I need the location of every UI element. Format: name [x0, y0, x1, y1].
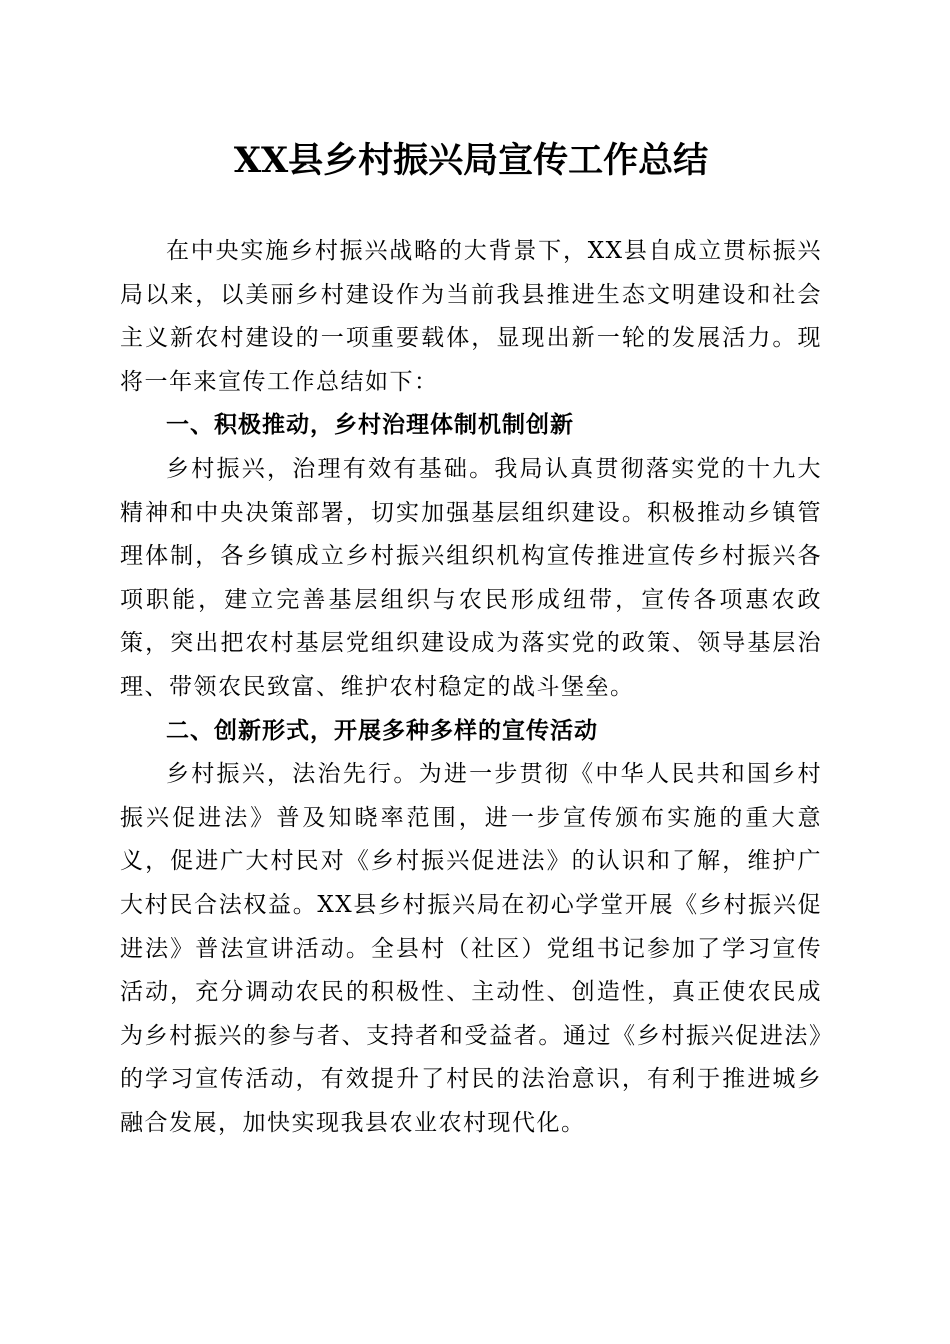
document-title: XX县乡村振兴局宣传工作总结	[233, 140, 709, 181]
document-page	[120, 130, 822, 1145]
section-1-body: 乡村振兴，治理有效有基础。我局认真贯彻落实党的十九大精神和中央决策部署，切实加强基层组织建设。积极推动乡镇管理体制，各乡镇成立乡村振兴组织机构宣传推进宣传乡村振兴各项职能，建立完善基层组织与农民形成纽带，宣传各项惠农政策，突出把农村基层党组织建设成为落实党的政策、领导基层治理、带领农民致富、维护农村稳定的战斗堡垒。	[120, 455, 822, 700]
section-1-heading: 一、积极推动，乡村治理体制机制创新	[166, 412, 574, 439]
intro-paragraph: 在中央实施乡村振兴战略的大背景下，XX县自成立贯标振兴局以来，以美丽乡村建设作为当前我县推进生态文明建设和社会主义新农村建设的一项重要载体，显现出新一轮的发展活力。现将一年来宣传工作总结如下：	[120, 238, 822, 395]
section-2-heading: 二、创新形式，开展多种多样的宣传活动	[166, 717, 598, 744]
section-2-body: 乡村振兴，法治先行。为进一步贯彻《中华人民共和国乡村振兴促进法》普及知晓率范围，进一步宣传颁布实施的重大意义，促进广大村民对《乡村振兴促进法》的认识和了解，维护广大村民合法权益。XX县乡村振兴局在初心学堂开展《乡村振兴促进法》普法宣讲活动。全县村（社区）党组书记参加了学习宣传活动，充分调动农民的积极性、主动性、创造性，真正使农民成为乡村振兴的参与者、支持者和受益者。通过《乡村振兴促进法》的学习宣传活动，有效提升了村民的法治意识，有利于推进城乡融合发展，加快实现我县农业农村现代化。	[120, 761, 822, 1136]
